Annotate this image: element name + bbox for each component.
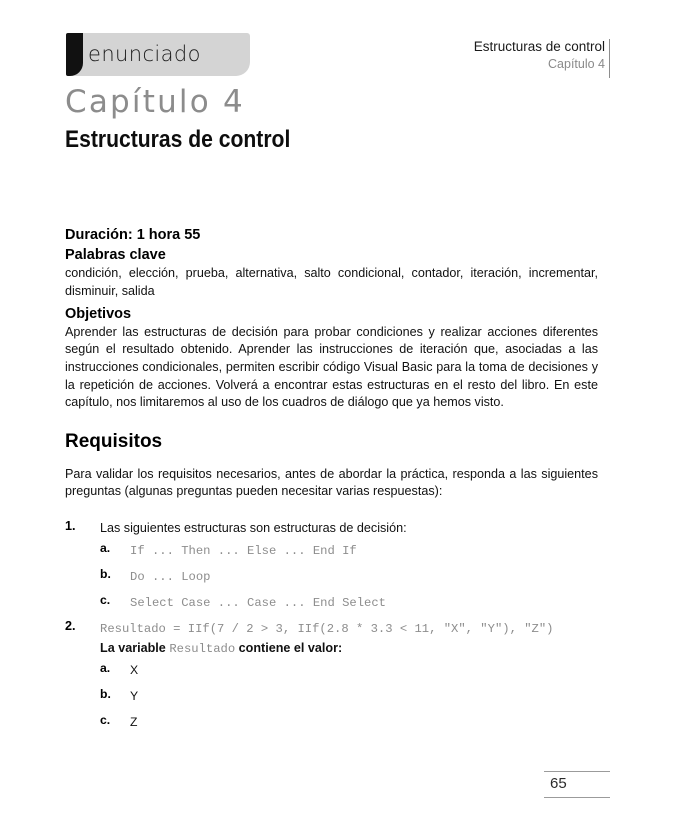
answer-item[interactable]	[100, 593, 598, 611]
answer-item[interactable]	[100, 567, 598, 585]
question-prompt-pre: La variable	[100, 640, 170, 655]
answer-text: X	[130, 662, 139, 677]
question-prompt-post: contiene el valor:	[235, 640, 343, 655]
answer-item[interactable]	[100, 661, 598, 679]
objectives-text: Aprender las estructuras de decisión para probar condiciones y realizar acciones diferentes según el resultado obtenido. Aprender las instrucciones de iteración que, asociadas a las instrucciones condicionales, permiten escribir código Visual Basic para la toma de decisiones y la repetición de acciones. Volverá a encontrar estas estructuras en el resto del libro. En este capítulo, nos limitaremos al uso de los cuadros de diálogo que ya hemos visto.	[65, 324, 598, 410]
answer-item[interactable]	[100, 541, 598, 559]
requisitos-heading: Requisitos	[65, 430, 163, 452]
running-header	[474, 38, 605, 73]
page-number: 65	[550, 775, 567, 793]
answer-letter: b.	[100, 567, 111, 582]
chapter-subtitle: Estructuras de control	[65, 126, 291, 153]
keywords-text: condición, elección, prueba, alternativa, salto condicional, contador, iteración, incrementar, disminuir, salida	[65, 266, 598, 298]
running-header-chapter: Capítulo 4	[548, 57, 605, 72]
answer-list	[100, 541, 598, 611]
question-prompt: Las siguientes estructuras son estructuras de decisión:	[100, 520, 407, 535]
question-number: 2.	[65, 619, 76, 634]
header-vertical-rule	[609, 39, 610, 78]
chapter-title: Capítulo 4	[65, 84, 245, 120]
objectives-heading: Objetivos	[65, 305, 132, 322]
running-header-title: Estructuras de control	[473, 39, 605, 54]
answer-text: Select Case ... Case ... End Select	[130, 596, 386, 611]
answer-text: Do ... Loop	[130, 570, 211, 585]
answer-text: Z	[130, 714, 138, 729]
answer-item[interactable]	[100, 687, 598, 705]
question-number: 1.	[65, 518, 76, 533]
answer-letter: c.	[100, 712, 111, 727]
answer-letter: c.	[100, 593, 111, 608]
answer-text: Y	[130, 688, 139, 703]
question-item	[65, 619, 598, 731]
requisitos-intro: Para validar los requisitos necesarios, antes de abordar la práctica, responda a las siguientes preguntas (algunas preguntas pueden necesitar varias respuestas):	[65, 466, 598, 499]
answer-text: If ... Then ... Else ... End If	[130, 544, 357, 559]
question-prompt-variable: Resultado	[169, 641, 236, 656]
answer-letter: b.	[100, 686, 111, 701]
answer-list	[100, 661, 598, 731]
question-list	[65, 519, 598, 731]
question-code-line: Resultado = IIf(7 / 2 > 3, IIf(2.8 * 3.3 < 11, "X", "Y"), "Z")	[100, 622, 554, 637]
enunciado-badge	[66, 33, 250, 76]
footer-rule-bottom	[544, 797, 610, 798]
page-footer	[544, 771, 610, 798]
question-prompt	[100, 639, 598, 657]
duration-heading: Duración: 1 hora 55	[65, 227, 201, 243]
document-body	[65, 226, 598, 739]
keywords-heading: Palabras clave	[65, 247, 166, 264]
answer-item[interactable]	[100, 713, 598, 731]
badge-label: enunciado	[88, 42, 201, 66]
answer-letter: a.	[100, 541, 111, 556]
answer-letter: a.	[100, 660, 111, 675]
question-item	[65, 519, 598, 611]
badge-tab-shape	[66, 33, 83, 76]
